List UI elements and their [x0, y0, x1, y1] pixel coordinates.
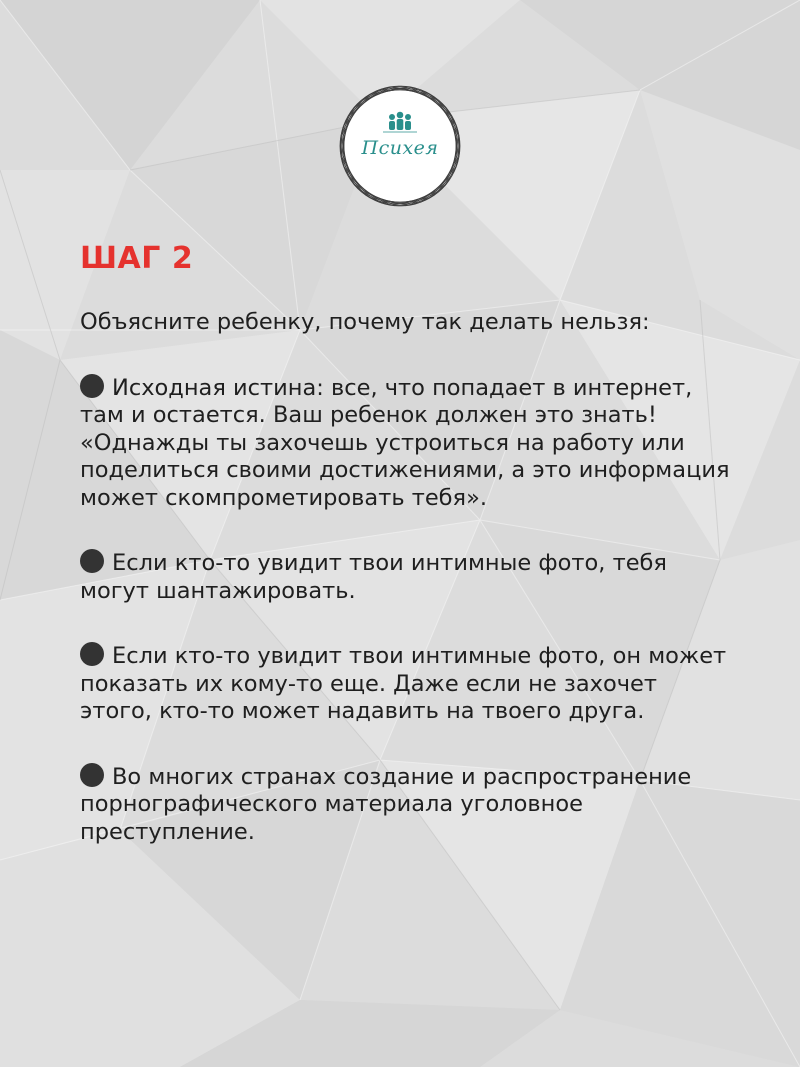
psycheya-logo: [333, 82, 467, 210]
black-circle-bullet-icon: [80, 642, 104, 666]
step-title: ШАГ 2: [80, 241, 194, 276]
black-circle-bullet-icon: [80, 549, 104, 573]
bullet-text: Исходная истина: все, что попадает в интернет, там и остается. Ваш ребенок должен это знать! «Однажды ты захочешь устроиться на работу или поделиться своими достижениями, а это информация может скомпрометировать тебя».: [80, 374, 730, 511]
black-circle-bullet-icon: [80, 763, 104, 787]
bullet-text: Если кто-то увидит твои интимные фото, тебя могут шантажировать.: [80, 550, 667, 604]
bullet-item: [80, 763, 730, 847]
bullet-text: Если кто-то увидит твои интимные фото, он может показать их кому-то еще. Даже если не захочет этого, кто-то может надавить на твоего друга.: [80, 643, 727, 724]
bullet-item: [80, 642, 730, 726]
bullet-item: [80, 549, 730, 605]
main-content: [80, 309, 730, 846]
bullet-item: [80, 374, 730, 513]
black-circle-bullet-icon: [80, 374, 104, 398]
intro-text: Объясните ребенку, почему так делать нельзя:: [80, 309, 650, 335]
bullet-text: Во многих странах создание и распространение порнографического материала уголовное преступление.: [80, 763, 692, 845]
logo-text: Психея: [361, 137, 439, 159]
